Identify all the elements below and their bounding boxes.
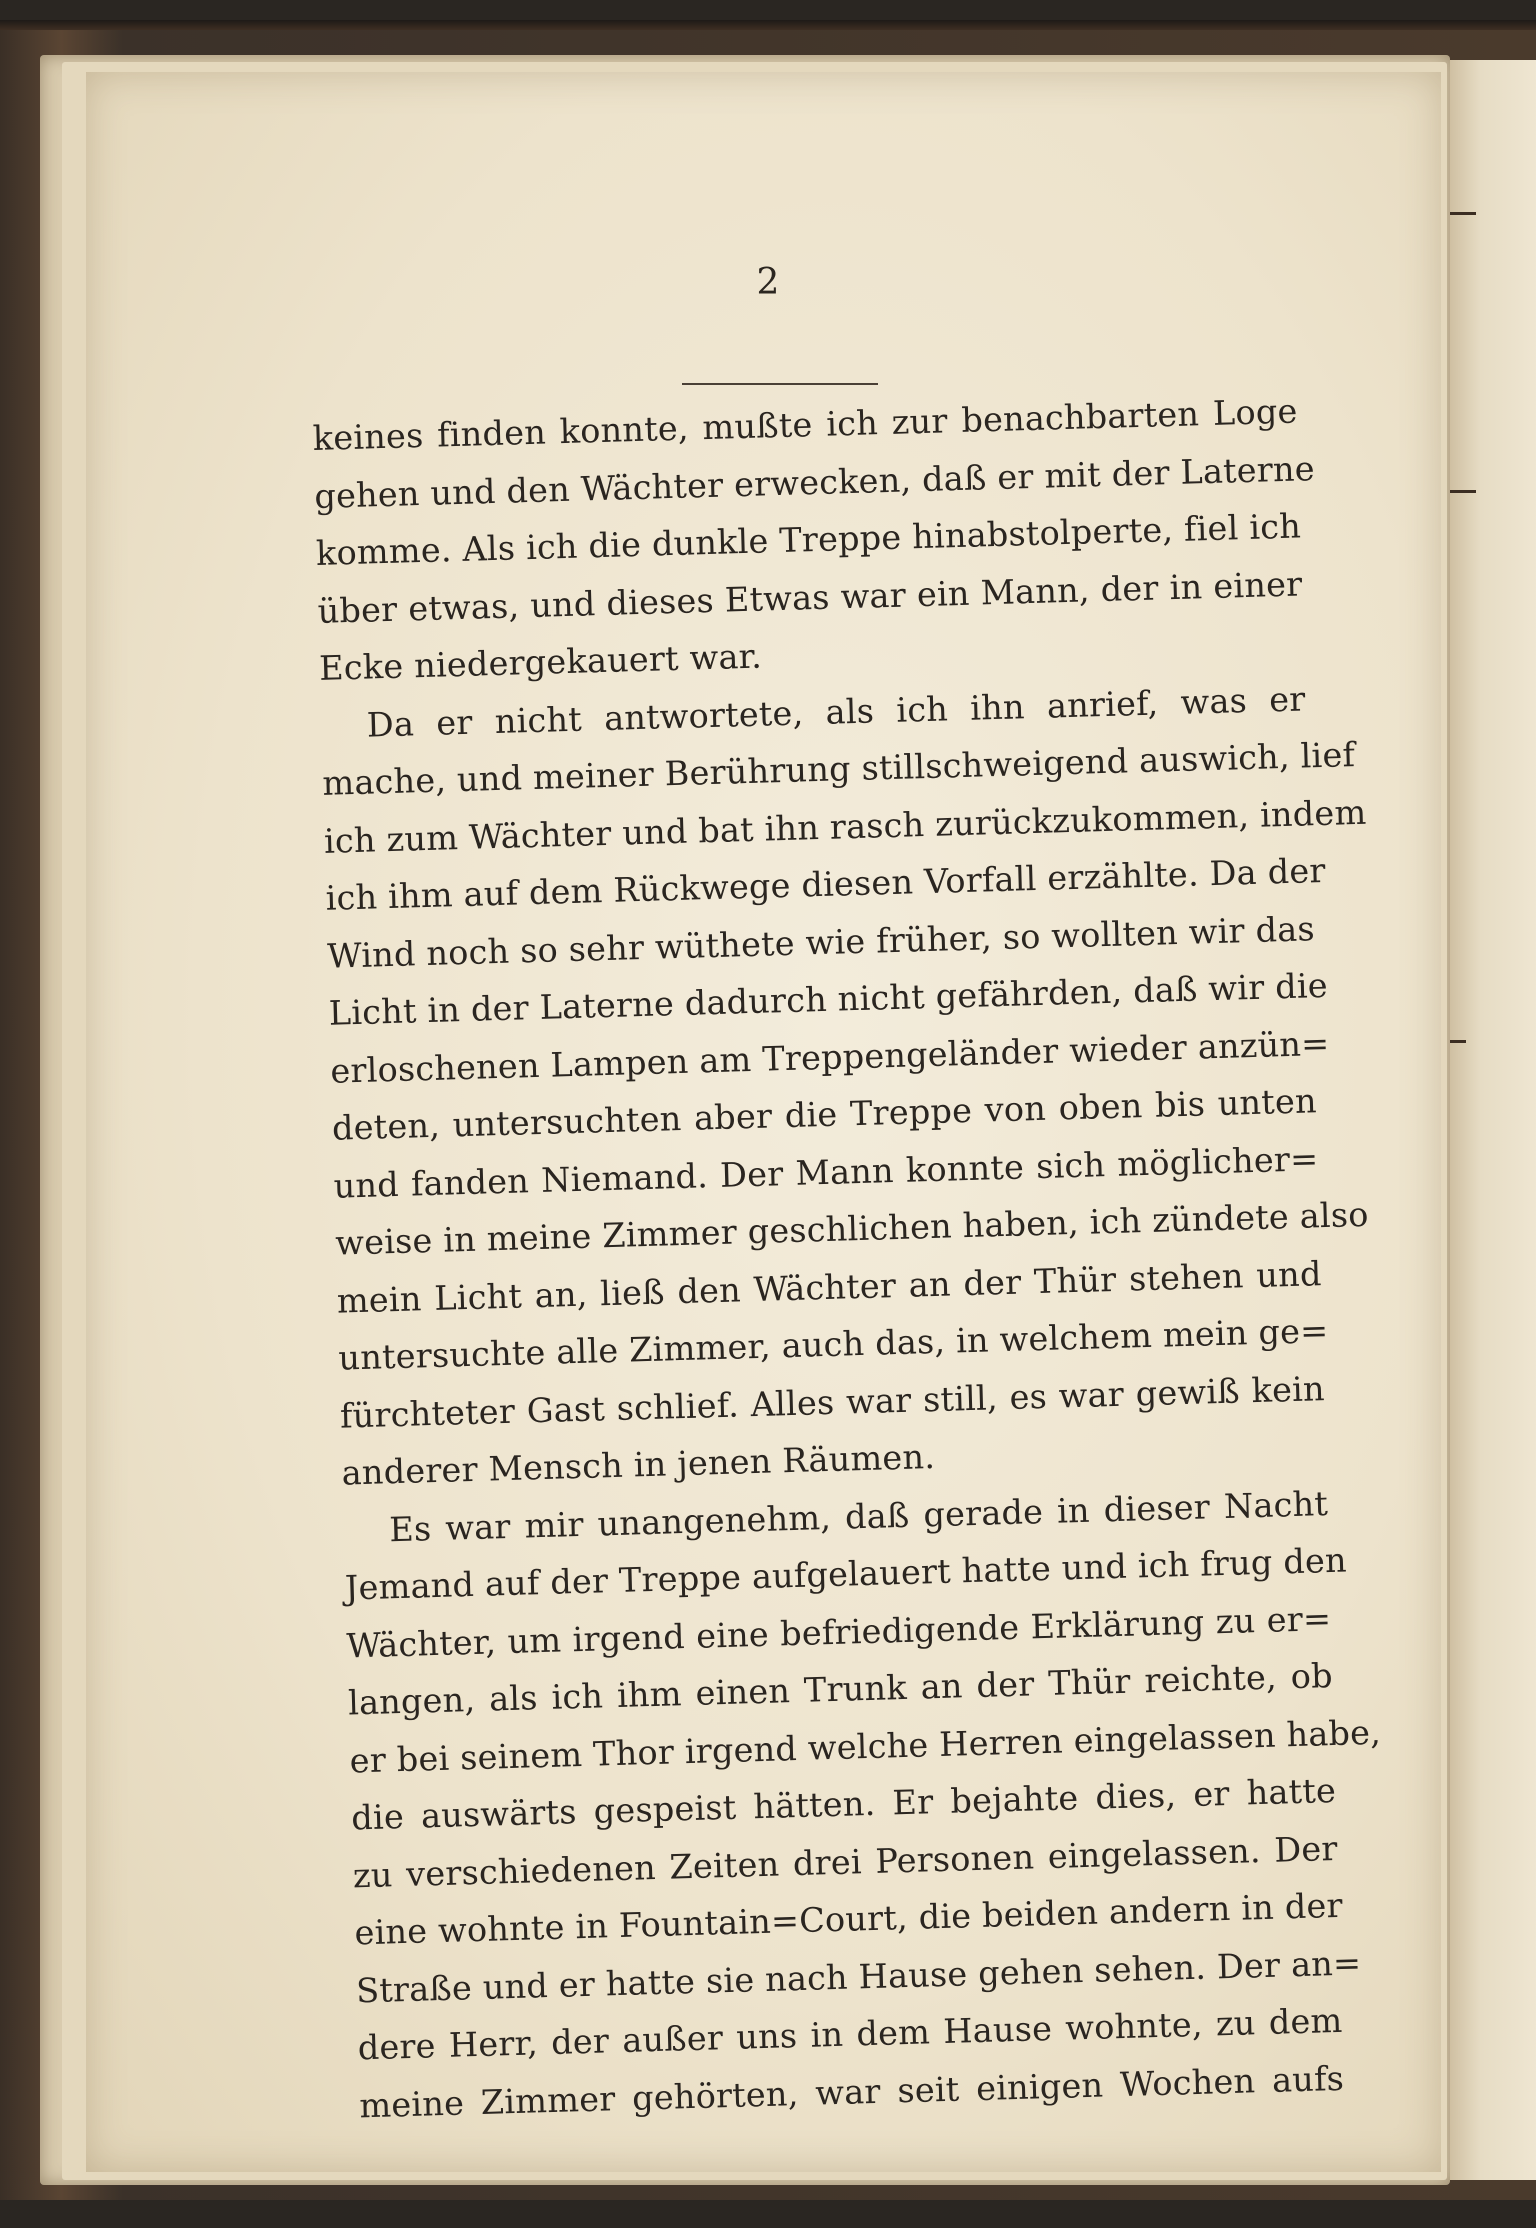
text-line: zu verschiedenen Zeiten drei Personen eingelassen. Der: [352, 1828, 1339, 1895]
text-line: mein Licht an, ließ den Wächter an der Thür stehen und: [336, 1253, 1323, 1321]
text-line: meine Zimmer gehörten, war seit einigen Wochen aufs: [358, 2058, 1345, 2125]
body-text: [312, 382, 1382, 2134]
text-line: Ecke niedergekauert war.: [318, 636, 763, 688]
page-number-rule: [682, 383, 878, 385]
text-line: weise in meine Zimmer geschlichen haben, ich zündete also: [334, 1194, 1370, 1263]
text-line: er bei seinem Thor irgend welche Herren eingelassen habe,: [349, 1712, 1382, 1780]
text-line: anderer Mensch in jenen Räumen.: [341, 1437, 936, 1493]
text-line: mache, und meiner Berührung stillschweigend auswich, lief: [321, 735, 1356, 803]
text-line: eine wohnte in Fountain=Court, die beiden andern in der: [353, 1885, 1344, 1953]
text-line: ich ihm auf dem Rückwege diesen Vorfall erzählte. Da der: [325, 850, 1327, 918]
text-line: fürchteter Gast schlief. Alles war still, es war gewiß kein: [339, 1368, 1326, 1436]
text-line: erloschenen Lampen am Treppengeländer wieder anzün=: [329, 1023, 1330, 1091]
text-line: Straße und er hatte sie nach Hause gehen sehen. Der an=: [355, 1942, 1362, 2010]
text-line: Licht in der Laterne dadurch nicht gefährden, daß wir die: [328, 965, 1329, 1033]
text-line: Jemand auf der Treppe aufgelauert hatte und ich frug den: [344, 1540, 1348, 1608]
text-line: deten, untersuchten aber die Treppe von oben bis unten: [331, 1081, 1318, 1148]
text-line: dere Herr, der außer uns in dem Hause wohnte, zu dem: [357, 2000, 1343, 2068]
text-line: langen, als ich ihm einen Trunk an der Thür reichte, ob: [347, 1656, 1334, 1723]
page-number: 2: [756, 262, 780, 303]
text-line: ich zum Wächter und bat ihn rasch zurückzukommen, indem: [323, 792, 1367, 861]
text-line: und fanden Niemand. Der Mann konnte sich möglicher=: [333, 1138, 1319, 1206]
text-line: komme. Als ich die dunkle Treppe hinabstolperte, fiel ich: [315, 506, 1302, 573]
text-line: gehen und den Wächter erwecken, daß er mit der Laterne: [313, 448, 1316, 516]
text-line: Wind noch so sehr wüthete wie früher, so wollten wir das: [326, 908, 1316, 976]
text-line: Es war mir unangenehm, daß gerade in dieser Nacht: [388, 1483, 1329, 1549]
text-line: keines finden konnte, mußte ich zur benachbarten Loge: [312, 391, 1298, 458]
text-line: Da er nicht antwortete, als ich ihn anrief, was er: [366, 678, 1306, 745]
text-line: die auswärts gespeist hätten. Er bejahte dies, er hatte: [350, 1770, 1337, 1838]
text-line: über etwas, und dieses Etwas war ein Mann, der in einer: [317, 563, 1303, 631]
facing-page-edge: [1440, 60, 1536, 2180]
text-line: Wächter, um irgend eine befriedigende Erklärung zu er=: [345, 1598, 1332, 1666]
text-line: untersuchte alle Zimmer, auch das, in welchem mein ge=: [337, 1310, 1329, 1378]
